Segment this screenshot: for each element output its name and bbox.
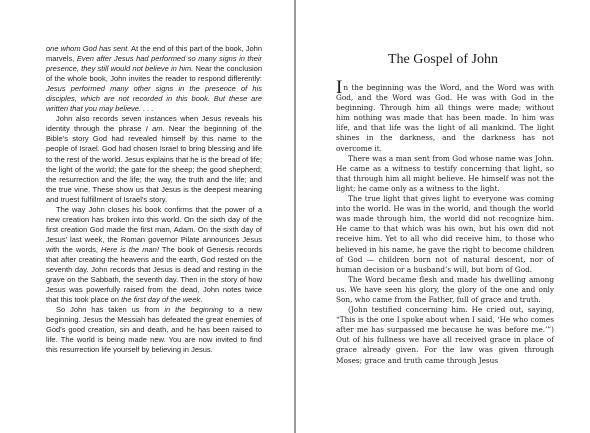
text-run: At the end of this part of the book, John marvels, (46, 44, 262, 64)
italic-run: the first day of the week (121, 295, 201, 305)
italic-run: Here is the man! (101, 244, 159, 254)
book-title: The Gospel of John (387, 52, 499, 67)
italic-run: Jesus performed many other signs in the presence of his disciples, which are not recorded in this book. But these are written that you may believe. . . . (46, 84, 262, 114)
text-run: Near the conclusion of the whole book, John invites the reader to respond differently: (46, 64, 263, 84)
commentary-paragraph (46, 44, 262, 114)
left-page (0, 0, 294, 433)
scripture-paragraph (336, 77, 554, 154)
scripture-paragraph: The Word became flesh and made his dwelling among us. We have seen his glory, the glory of the one and only Son, who came from the Father, full of grace and truth. (336, 274, 554, 304)
commentary-paragraph (46, 114, 262, 204)
italic-run: one whom God has sent. (46, 44, 130, 53)
commentary-paragraph (46, 305, 262, 355)
text-run: . (200, 295, 203, 305)
commentary-text (46, 44, 262, 355)
text-run: . Near the beginning of the Bible’s story God had revealed himself by this name to the people of Israel. God had chosen Israel to bring blessing and life to the rest of the world. Jesus explains that he is the bread of life; the light of the world; the gate for the sheep; the good shepherd; the resurrection and the life; the way, the truth and the life; and the true vine. These show us that Jesus is the deepest meaning and truest fulfillment of Israel’s story. (46, 124, 262, 204)
text-run: The way John closes his book confirms that the power of a new creation has broken into this world. On the sixth day of the first creation God made the first man, Adam. On the sixth day of Jesus’ last week, the Roman governor Pilate announces Jesus with the words, (46, 204, 262, 254)
drop-cap: I (336, 77, 343, 98)
scripture-paragraph: (John testified concerning him. He cried out, saying, “This is the one I spoke about when I said, ‘He who comes after me has surpassed me because he was before me.’”) Out of his fullness we have all received grace in place of grace already given. For the law was given through Moses; grace and truth came through Jesus (336, 305, 554, 365)
text-run: So John has taken us from (56, 305, 165, 315)
scripture-paragraph: The true light that gives light to everyone was coming into the world. He was in the world, and though the world was made through him, the world did not recognize him. He came to that which was his own, but his own did not receive him. Yet to all who did receive him, to those who believed in his name, he gave the right to become children of God — children born not of natural descent, nor of human decision or a husband’s will, but born of God. (336, 194, 554, 274)
scripture-text (336, 77, 554, 366)
text-run: to a new beginning. Jesus the Messiah has defeated the great enemies of God’s good creation, sin and death, and he has been raised to life. The world is being made new. You are now invited to find this resurrection life yourself by believing in Jesus. (46, 305, 262, 355)
italic-run: I am (145, 124, 163, 134)
italic-run: in the beginning (164, 305, 224, 315)
commentary-paragraph (46, 205, 262, 305)
scripture-paragraph-text: n the beginning was the Word, and the Word was with God, and the Word was God. He was with God in the beginning. Through him all things were made; without him nothing was made that has been made. In him was life, and that life was the light of all mankind. The light shines in the darkness, and the darkness has not overcome it. (336, 83, 554, 153)
text-run: John also records seven instances when Jesus reveals his identity through the phrase (46, 114, 262, 134)
italic-run: Even after Jesus had performed so many signs in their presence, they still would not believe in him. (46, 54, 263, 74)
text-run: The book of Genesis records that after creating the heavens and the earth, God rested on the seventh day. John records that Jesus is dead and resting in the grave on the Sabbath, the seventh day. Then in the story of how Jesus was powerfully raised from the dead, John notes twice that this took place on (46, 244, 262, 305)
right-page (296, 0, 590, 433)
scripture-paragraph: There was a man sent from God whose name was John. He came as a witness to testify concerning that light, so that through him all might believe. He himself was not the light; he came only as a witness to the light. (336, 153, 554, 193)
